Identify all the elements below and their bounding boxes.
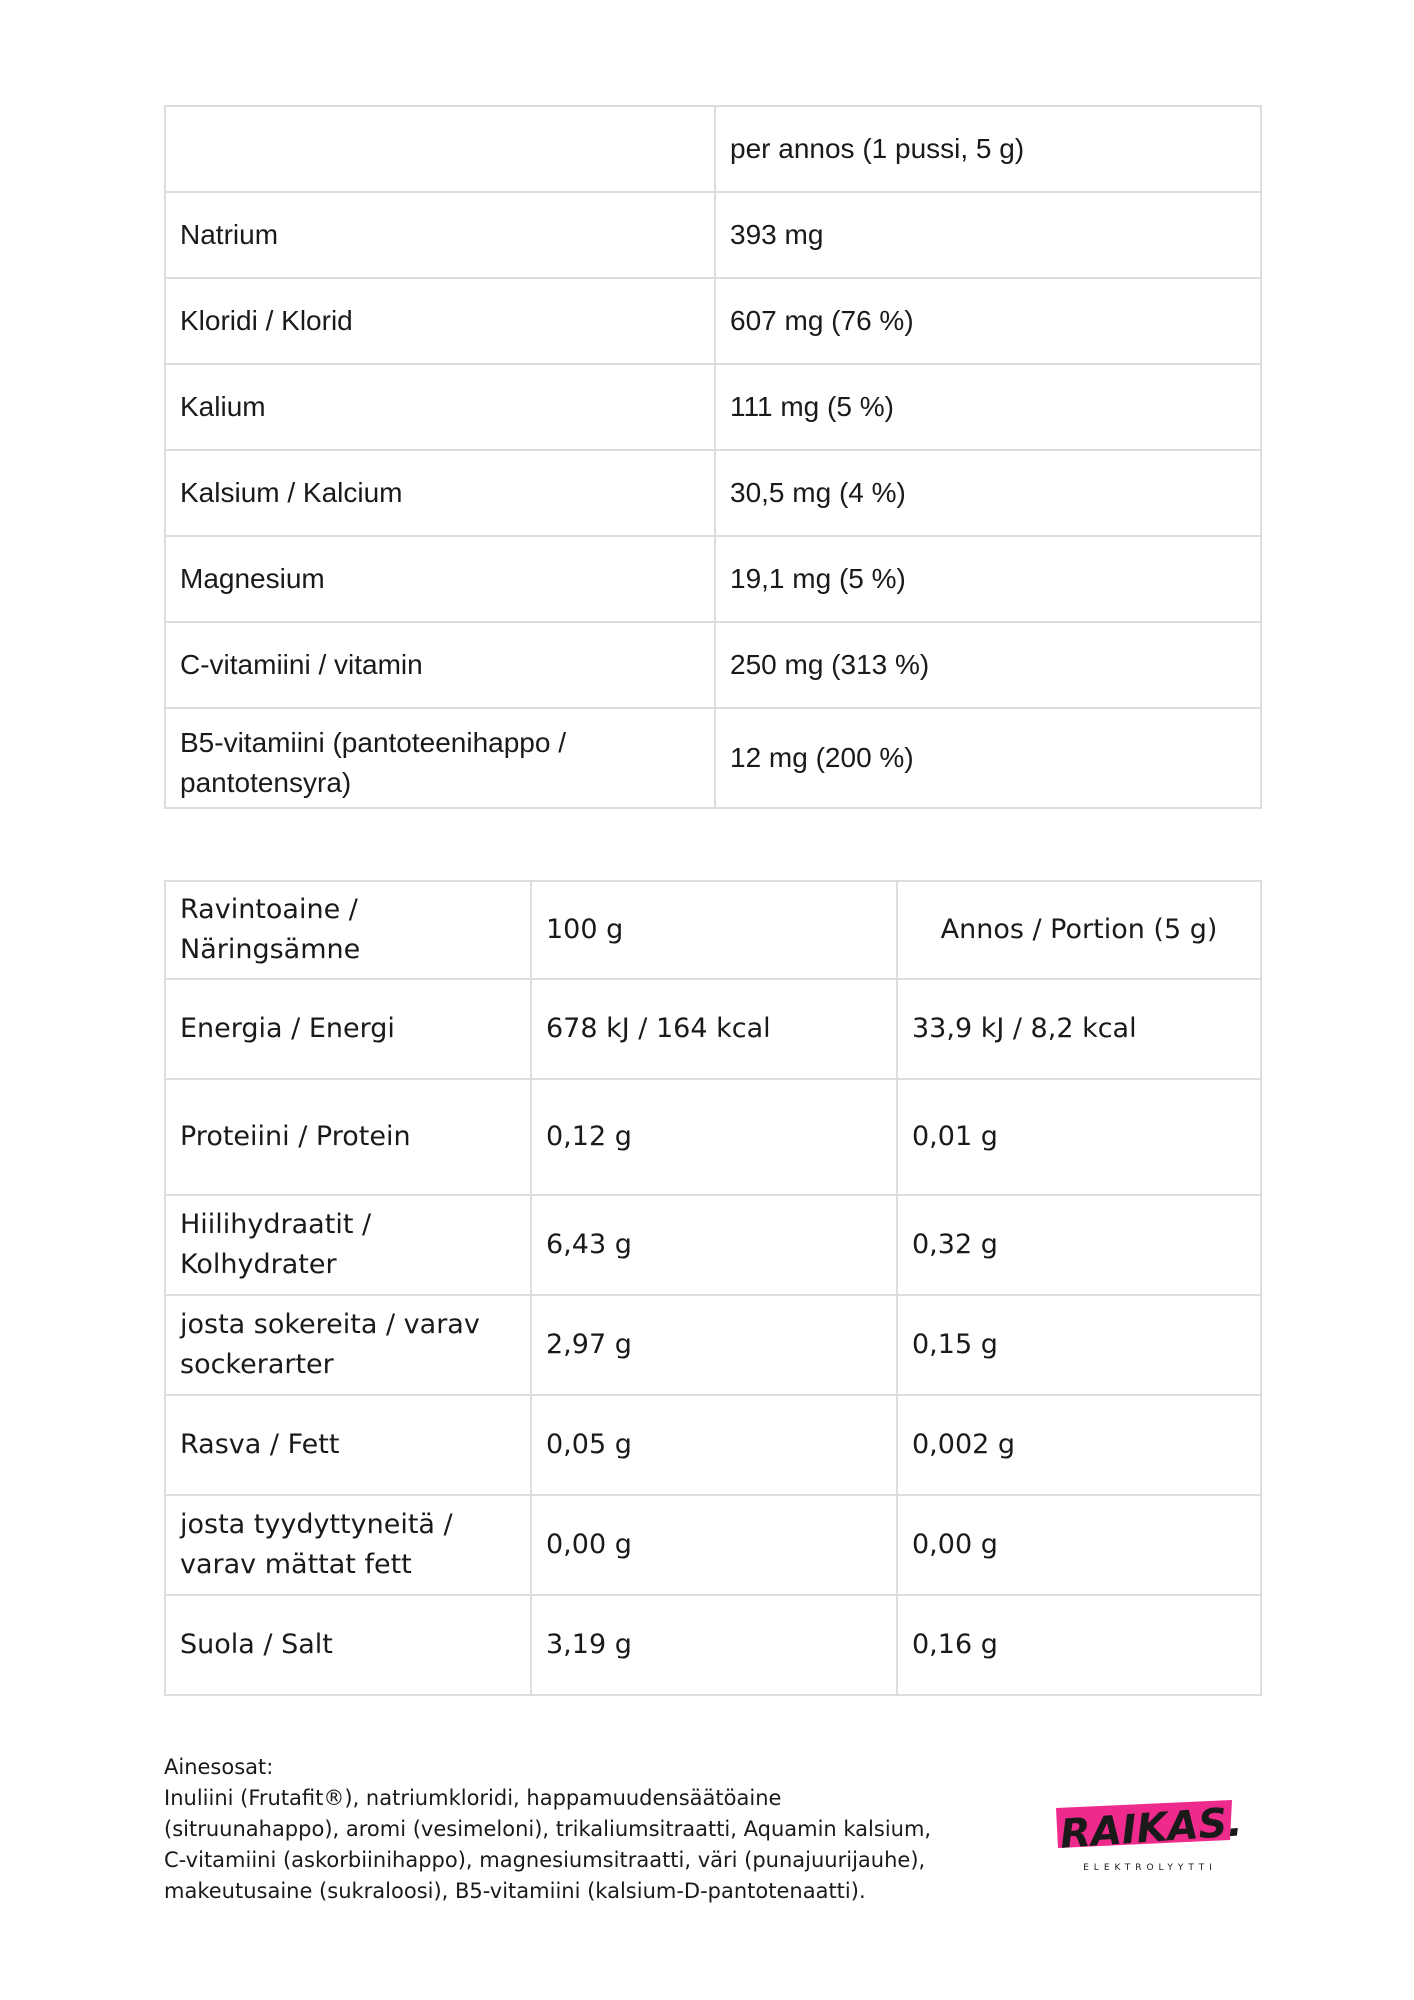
table-header-cell: Annos / Portion (5 g) [897, 881, 1261, 979]
table-row [165, 622, 1261, 708]
table-header-cell: 100 g [531, 881, 897, 979]
nutrient-name: Kalium [165, 364, 715, 450]
nutrient-name: Hiilihydraatit / Kolhydrater [165, 1195, 531, 1295]
table-row [165, 1295, 1261, 1395]
value-per-100g: 0,05 g [531, 1395, 897, 1495]
table-row [165, 1079, 1261, 1195]
nutrient-name: B5-vitamiini (pantoteenihappo / pantotensyra) [165, 708, 715, 808]
ingredients-heading: Ainesosat: [164, 1755, 274, 1779]
nutrient-value: 30,5 mg (4 %) [715, 450, 1261, 536]
ingredients-block [164, 1752, 944, 1907]
table-row [165, 1595, 1261, 1695]
table-header-row [165, 106, 1261, 192]
nutrient-name: josta tyydyttyneitä / varav mättat fett [165, 1495, 531, 1595]
value-per-100g: 3,19 g [531, 1595, 897, 1695]
nutrient-value: 607 mg (76 %) [715, 278, 1261, 364]
nutrient-value: 111 mg (5 %) [715, 364, 1261, 450]
value-per-100g: 6,43 g [531, 1195, 897, 1295]
value-per-portion: 0,00 g [897, 1495, 1261, 1595]
table-row [165, 192, 1261, 278]
logo-graphic [1050, 1790, 1240, 1880]
nutrient-name: Kalsium / Kalcium [165, 450, 715, 536]
table-row [165, 1395, 1261, 1495]
nutrient-value: 393 mg [715, 192, 1261, 278]
table-row [165, 979, 1261, 1079]
nutrient-name: C-vitamiini / vitamin [165, 622, 715, 708]
nutrient-name: Suola / Salt [165, 1595, 531, 1695]
logo-wordmark: RAIKAS. [1058, 1799, 1240, 1858]
nutrient-name: Magnesium [165, 536, 715, 622]
nutrient-name: josta sokereita / varav sockerarter [165, 1295, 531, 1395]
value-per-100g: 678 kJ / 164 kcal [531, 979, 897, 1079]
nutrient-name: Rasva / Fett [165, 1395, 531, 1495]
value-per-portion: 0,01 g [897, 1079, 1261, 1195]
table-header-row [165, 881, 1261, 979]
value-per-portion: 33,9 kJ / 8,2 kcal [897, 979, 1261, 1079]
value-per-portion: 0,002 g [897, 1395, 1261, 1495]
nutrient-value: 12 mg (200 %) [715, 708, 1261, 808]
table-header-cell [165, 106, 715, 192]
table-row [165, 450, 1261, 536]
value-per-100g: 0,00 g [531, 1495, 897, 1595]
logo-tagline: ELEKTROLYYTTI [1083, 1863, 1217, 1873]
nutrient-name: Kloridi / Klorid [165, 278, 715, 364]
table-row [165, 278, 1261, 364]
table-header-cell: Ravintoaine / Näringsämne [165, 881, 531, 979]
table-row [165, 1495, 1261, 1595]
ingredients-text: Inuliini (Frutafit®), natriumkloridi, happamuudensäätöaine (sitruunahappo), aromi (vesimeloni), trikaliumsitraatti, Aquamin kalsium, C-vitamiini (askorbiinihappo), magnesiumsitraatti, väri (punajuurijauhe), makeutusaine (sukraloosi), B5-vitamiini (kalsium-D-pantotenaatti). [164, 1786, 932, 1903]
nutrient-value: 250 mg (313 %) [715, 622, 1261, 708]
nutrient-name: Natrium [165, 192, 715, 278]
nutrient-name: Energia / Energi [165, 979, 531, 1079]
table-row [165, 364, 1261, 450]
nutrition-facts-table [164, 880, 1262, 1696]
value-per-portion: 0,15 g [897, 1295, 1261, 1395]
value-per-100g: 2,97 g [531, 1295, 897, 1395]
value-per-portion: 0,32 g [897, 1195, 1261, 1295]
table-row [165, 536, 1261, 622]
value-per-portion: 0,16 g [897, 1595, 1261, 1695]
table-row [165, 708, 1261, 808]
table-row [165, 1195, 1261, 1295]
brand-logo [1050, 1790, 1240, 1880]
nutrient-value: 19,1 mg (5 %) [715, 536, 1261, 622]
nutrient-name: Proteiini / Protein [165, 1079, 531, 1195]
value-per-100g: 0,12 g [531, 1079, 897, 1195]
nutrient-table-per-serving [164, 105, 1262, 809]
table-header-cell: per annos (1 pussi, 5 g) [715, 106, 1261, 192]
